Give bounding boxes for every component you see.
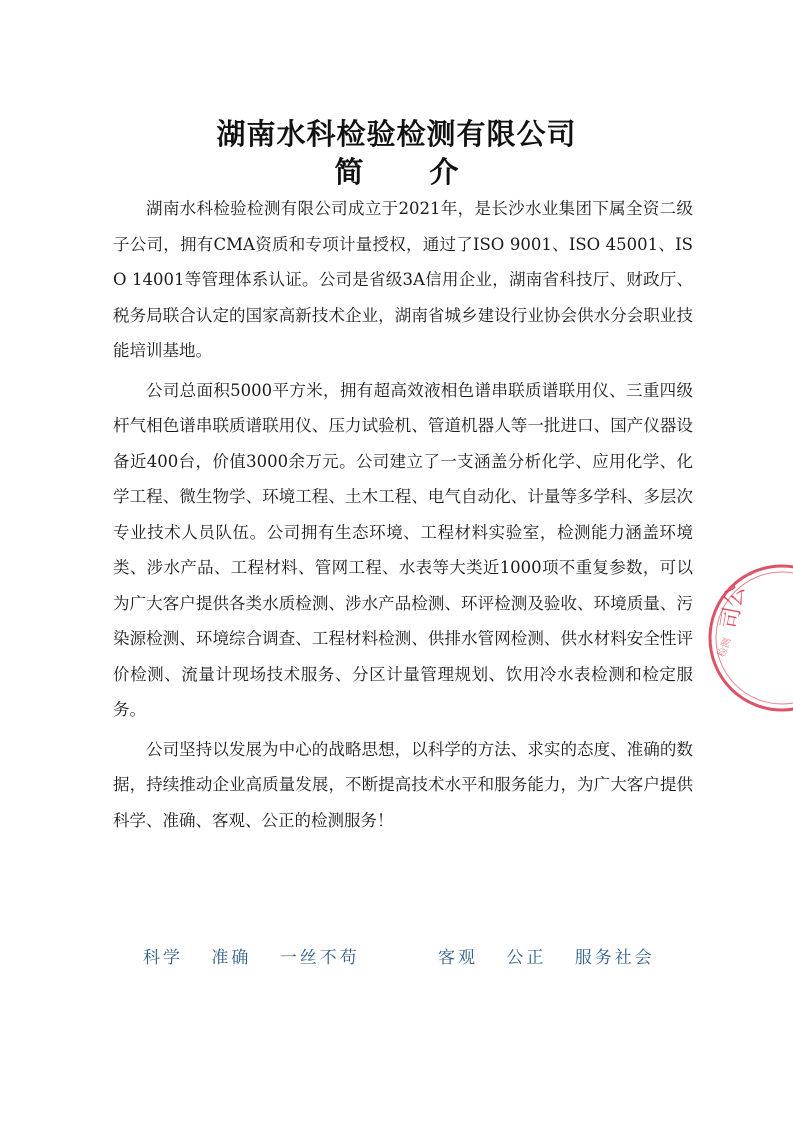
motto-item: 公正 bbox=[506, 948, 547, 968]
paragraph-1: 湖南水科检验检测有限公司成立于2021年，是长沙水业集团下属全资二级子公司，拥有CMA资质和专项计量授权，通过了ISO 9001、ISO 45001、ISO 14001等管理体系认证。公司是省级3A信用企业，湖南省科技厅、财政厅、税务局联合认定的国家高新技术企业，湖南省城乡建设行业协会供水分会职业技能培训基地。 bbox=[113, 199, 693, 360]
paragraph-2: 公司总面积5000平方米，拥有超高效液相色谱串联质谱联用仪、三重四级杆气相色谱串联质谱联用仪、压力试验机、管道机器人等一批进口、国产仪器设备近400台，价值3000余万元。公司建立了一支涵盖分析化学、应用化学、化学工程、微生物学、环境工程、土木工程、电气自动化、计量等多学科、多层次专业技术人员队伍。公司拥有生态环境、工程材料实验室，检测能力涵盖环境类、涉水产品、工程材料、管网工程、水表等大类近1000项不重复参数，可以为广大客户提供各类水质检测、涉水产品检测、环评检测及验收、环境质量、污染源检测、环境综合调查、工程材料检测、供排水管网检测、供水材料安全性评价检测、流量计现场技术服务、分区计量管理规划、饮用冷水表检测和检定服务。 bbox=[113, 380, 693, 719]
paragraph-3: 公司坚持以发展为中心的战略思想，以科学的方法、求实的态度、准确的数据，持续推动企业高质量发展，不断提高技术水平和服务能力，为广大客户提供科学、准确、客观、公正的检测服务！ bbox=[113, 739, 693, 830]
motto-left bbox=[143, 943, 380, 968]
document-title: 湖南水科检验检测有限公司 bbox=[216, 117, 577, 151]
motto-item: 服务社会 bbox=[574, 948, 655, 968]
motto-item: 准确 bbox=[211, 948, 252, 968]
motto-item: 科学 bbox=[143, 948, 183, 968]
motto-right bbox=[438, 943, 675, 968]
seal-lettering: 司公 bbox=[717, 583, 750, 632]
document-body bbox=[113, 191, 693, 842]
motto-item: 一丝不苟 bbox=[279, 948, 360, 968]
company-seal-stamp bbox=[702, 558, 793, 718]
seal-small-lettering: 检测 bbox=[716, 636, 734, 660]
document-subtitle: 简 介 bbox=[334, 155, 487, 189]
motto-item: 客观 bbox=[438, 948, 478, 968]
